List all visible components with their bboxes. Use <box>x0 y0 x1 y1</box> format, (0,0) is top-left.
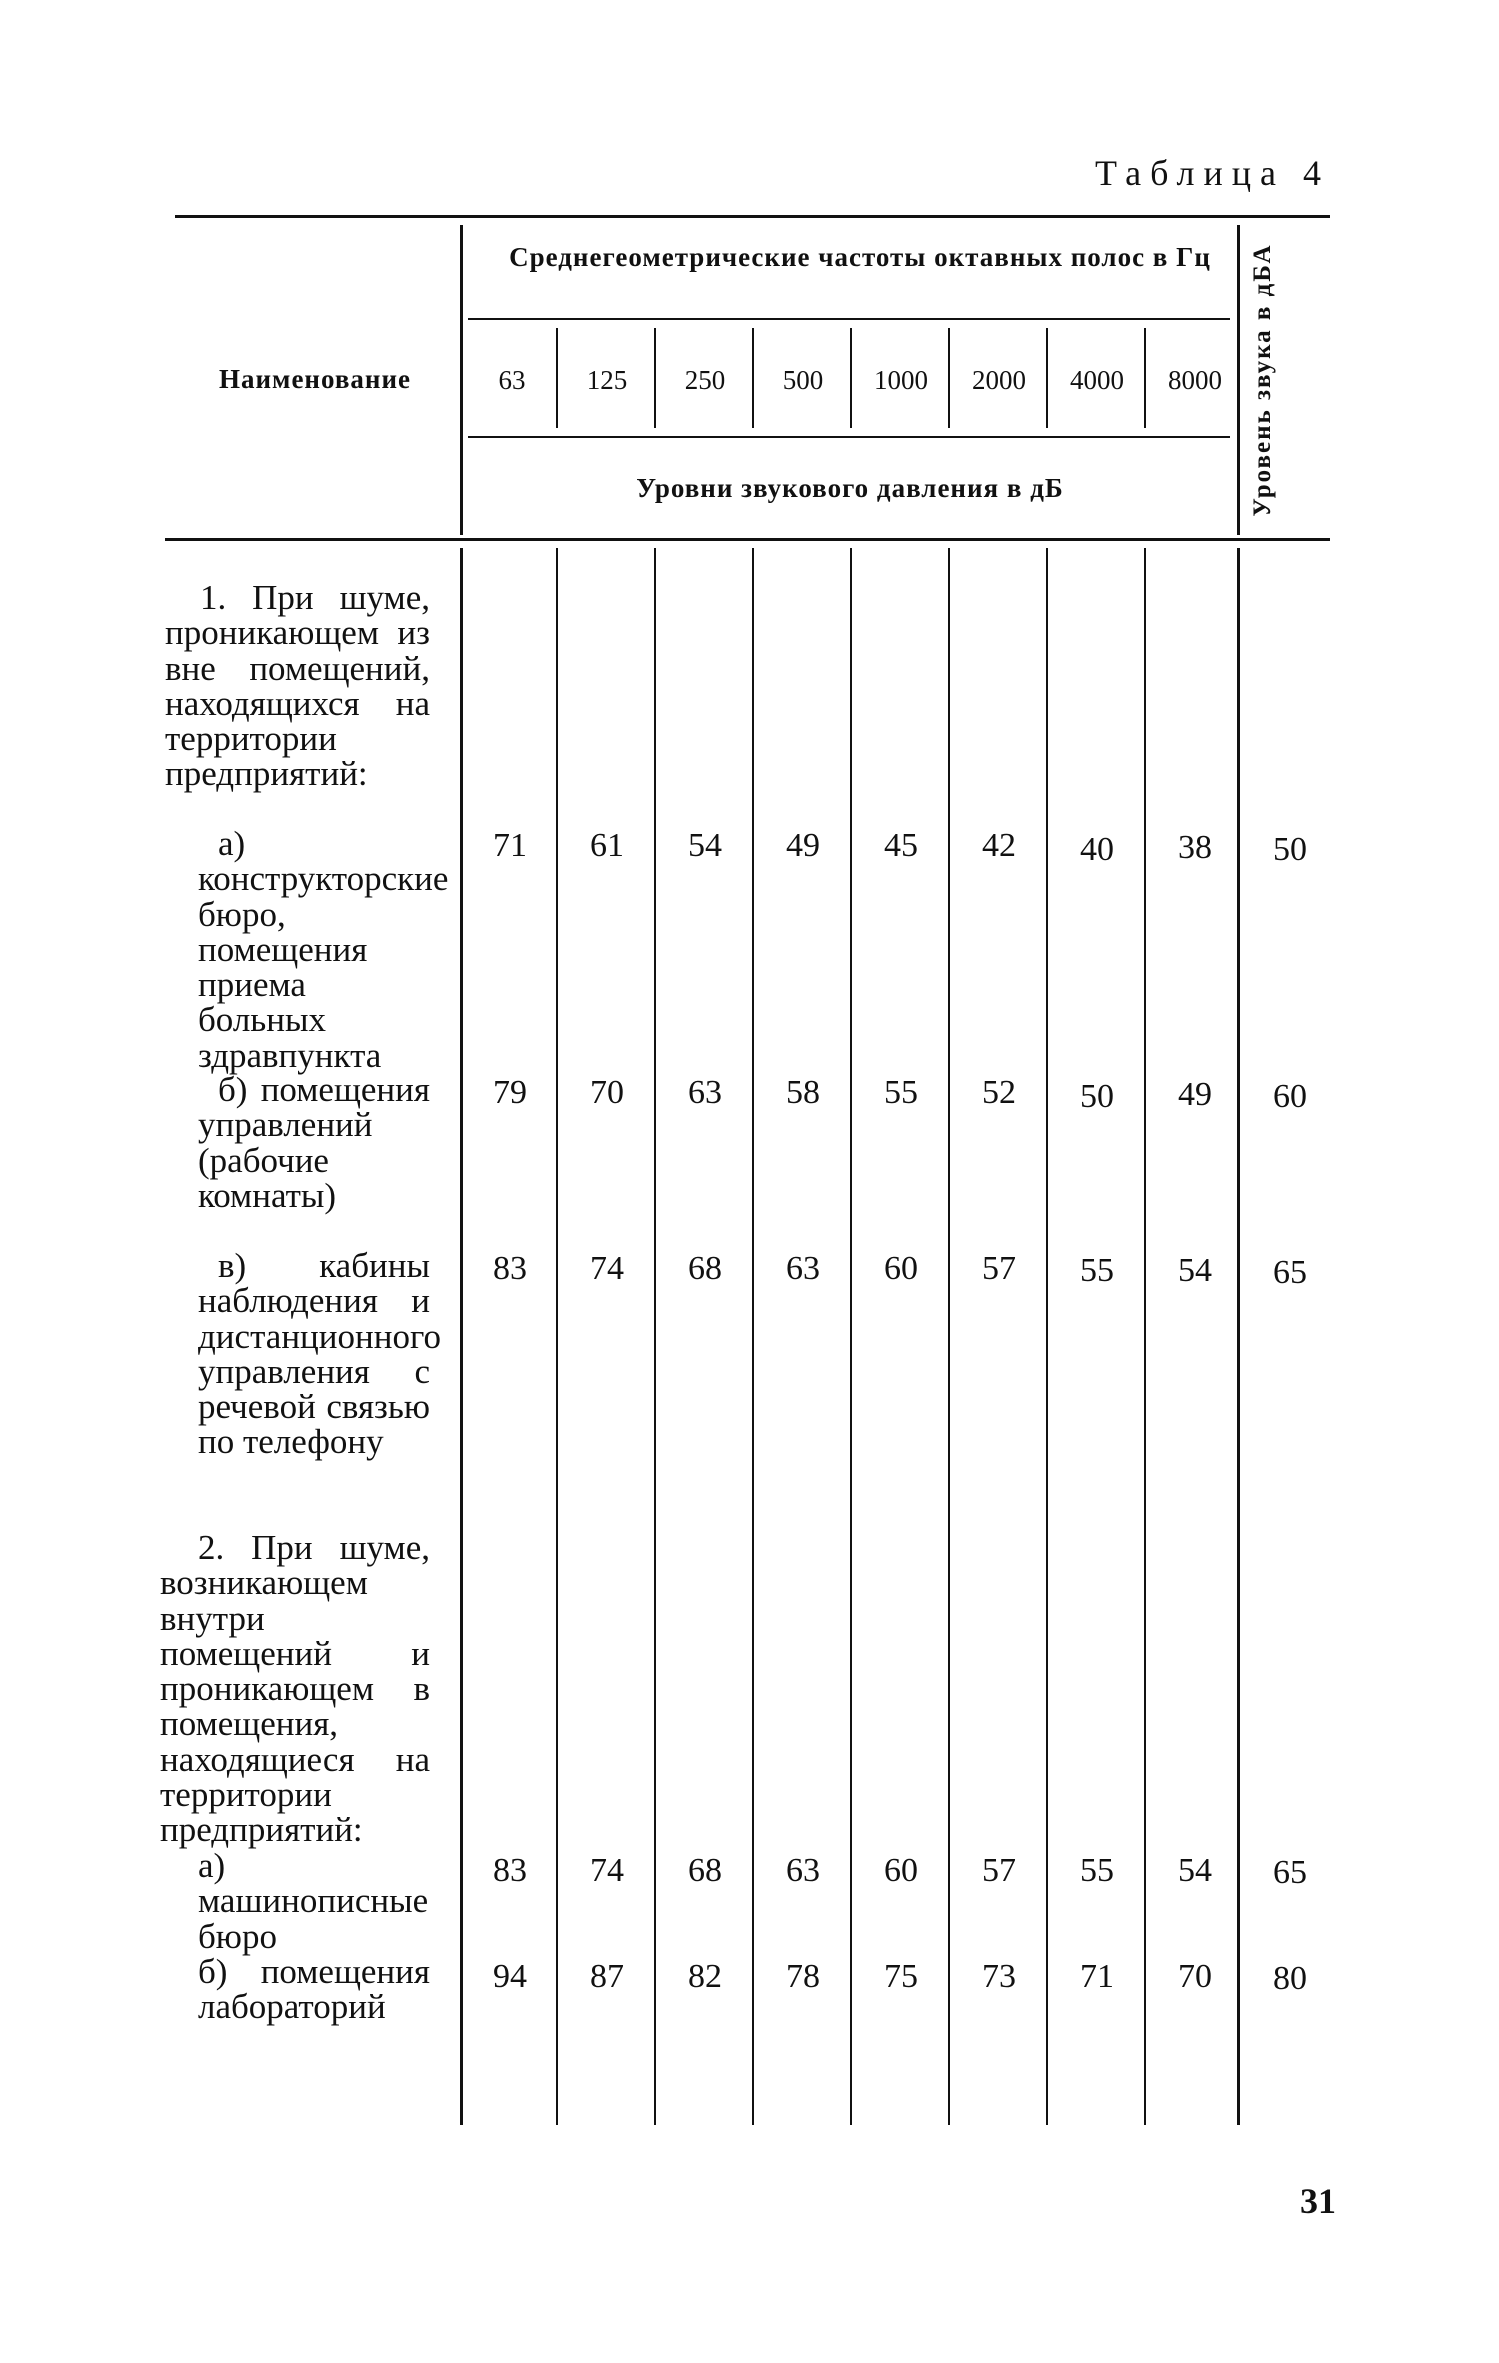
value-cell: 63 <box>786 1250 820 1287</box>
row-label: б) помещения управлений (рабочие комнаты) <box>198 1070 430 1215</box>
frequency-250: 250 <box>684 365 726 395</box>
value-cell: 70 <box>1178 1958 1212 1995</box>
freq-header-rule <box>468 318 1230 320</box>
value-cell: 71 <box>493 827 527 864</box>
value-cell: 40 <box>1080 831 1114 868</box>
row-label: а) машинописные бюро <box>198 1846 429 1956</box>
page-number: 31 <box>1300 2181 1336 2221</box>
sound-level-cell: 65 <box>1273 1254 1307 1291</box>
value-cell: 79 <box>493 1074 527 1111</box>
value-cell: 57 <box>982 1250 1016 1287</box>
value-cell: 70 <box>590 1074 624 1111</box>
value-cell: 74 <box>590 1250 624 1287</box>
sound-level-cell: 60 <box>1273 1078 1307 1115</box>
frequency-4000: 4000 <box>1070 365 1124 395</box>
table-top-rule <box>175 215 1330 218</box>
value-cell: 52 <box>982 1074 1016 1111</box>
sound-level-column-header <box>1239 220 1287 540</box>
frequency-63: 63 <box>498 365 526 395</box>
value-cell: 54 <box>1178 1252 1212 1289</box>
value-cell: 38 <box>1178 829 1212 866</box>
sound-level-header-text: Уровень звука в дБА <box>1249 243 1276 517</box>
sound-level-cell: 50 <box>1273 831 1307 868</box>
value-cell: 58 <box>786 1074 820 1111</box>
pressure-levels-subheader: Уровни звукового давления в дБ <box>636 473 1064 503</box>
value-cell: 82 <box>688 1958 722 1995</box>
value-cell: 83 <box>493 1852 527 1889</box>
sound-level-cell: 65 <box>1273 1854 1307 1891</box>
value-cell: 50 <box>1080 1078 1114 1115</box>
value-cell: 45 <box>884 827 918 864</box>
value-cell: 63 <box>688 1074 722 1111</box>
value-cell: 55 <box>1080 1852 1114 1889</box>
value-cell: 42 <box>982 827 1016 864</box>
value-cell: 54 <box>1178 1852 1212 1889</box>
section-1-title: 1. При шуме, проникающем из вне помещений, находящихся на территории предприятий: <box>165 578 430 794</box>
subheader-rule <box>468 436 1230 438</box>
value-cell: 68 <box>688 1852 722 1889</box>
value-cell: 68 <box>688 1250 722 1287</box>
value-cell: 55 <box>1080 1252 1114 1289</box>
sound-level-cell: 80 <box>1273 1960 1307 1997</box>
value-cell: 83 <box>493 1250 527 1287</box>
name-column-header: Наименование <box>219 364 411 394</box>
row-label: в) кабины наблюдения и дистанционного управления с речевой связью по телефону <box>198 1246 441 1462</box>
frequency-8000: 8000 <box>1168 365 1222 395</box>
table-caption: Таблица 4 <box>1095 153 1330 193</box>
value-cell: 63 <box>786 1852 820 1889</box>
value-cell: 75 <box>884 1958 918 1995</box>
value-cell: 49 <box>1178 1076 1212 1113</box>
value-cell: 49 <box>786 827 820 864</box>
value-cell: 94 <box>493 1958 527 1995</box>
value-cell: 61 <box>590 827 624 864</box>
frequency-group-header: Среднегеометрические частоты октавных полос в Гц <box>509 242 1211 272</box>
header-bottom-rule <box>165 538 1330 541</box>
value-cell: 57 <box>982 1852 1016 1889</box>
value-cell: 87 <box>590 1958 624 1995</box>
frequency-1000: 1000 <box>874 365 928 395</box>
section-2-title: 2. При шуме, возникающем внутри помещений и проникающем в помещения, находящиеся на территории предприятий: <box>160 1528 430 1850</box>
row-label: а) конструкторские бюро, помещения приема больных здравпункта <box>198 824 449 1075</box>
frequency-500: 500 <box>782 365 824 395</box>
frequency-2000: 2000 <box>972 365 1026 395</box>
row-label: б) помещения лабораторий <box>198 1952 430 2027</box>
value-cell: 55 <box>884 1074 918 1111</box>
frequency-125: 125 <box>586 365 628 395</box>
value-cell: 54 <box>688 827 722 864</box>
value-cell: 71 <box>1080 1958 1114 1995</box>
value-cell: 74 <box>590 1852 624 1889</box>
value-cell: 60 <box>884 1852 918 1889</box>
value-cell: 73 <box>982 1958 1016 1995</box>
value-cell: 60 <box>884 1250 918 1287</box>
value-cell: 78 <box>786 1958 820 1995</box>
